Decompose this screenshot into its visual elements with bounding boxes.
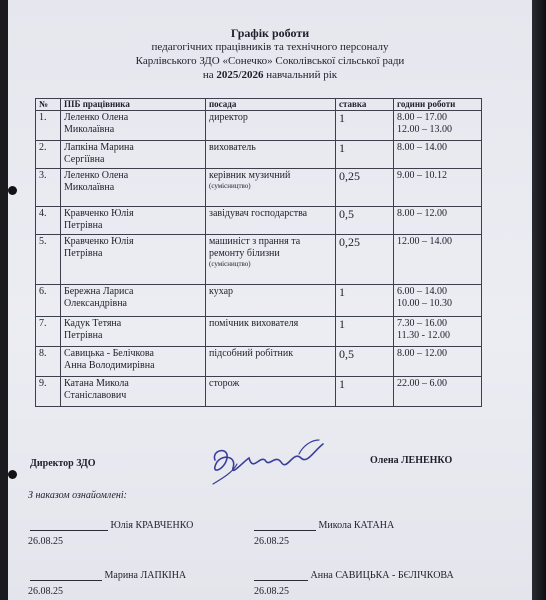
row-number: 6. (36, 285, 61, 317)
director-signature (203, 432, 333, 492)
position: машиніст з прання та ремонту білизни (сумісництво) (206, 235, 336, 285)
position: завідувач господарства (206, 207, 336, 235)
work-hours: 7.30 – 16.00 11.30 - 12.00 (394, 317, 482, 347)
work-hours: 8.00 – 17.00 12.00 – 13.00 (394, 111, 482, 141)
signoff-savytska (254, 570, 454, 581)
position-note: (сумісництво) (209, 182, 251, 190)
rate: 0,5 (336, 207, 394, 235)
work-hours: 9.00 – 10.12 (394, 169, 482, 207)
signoff-name: Марина ЛАПКІНА (104, 570, 187, 581)
signature-line (254, 530, 316, 531)
signature-line (30, 530, 108, 531)
subtitle-line-3: на 2025/2026 навчальний рік (202, 69, 338, 81)
work-hours: 12.00 – 14.00 (394, 235, 482, 285)
employee-name: Бережна Лариса Олександрівна (61, 285, 206, 317)
position-note: (сумісництво) (209, 260, 251, 268)
position: кухар (206, 285, 336, 317)
table-row (36, 285, 482, 317)
rate: 1 (336, 317, 394, 347)
row-number: 2. (36, 141, 61, 169)
position: помічник вихователя (206, 317, 336, 347)
rate: 0,5 (336, 347, 394, 377)
signoff-name: Микола КАТАНА (318, 520, 395, 531)
signoff-name: Анна САВИЦЬКА - БЄЛІЧКОВА (310, 570, 454, 581)
table-row (36, 317, 482, 347)
rate: 1 (336, 141, 394, 169)
rate: 0,25 (336, 235, 394, 285)
signature-line (254, 580, 308, 581)
rate: 1 (336, 377, 394, 407)
employee-name: Лапкіна Марина Сергіївна (61, 141, 206, 169)
employee-name: Катана Микола Станіславович (61, 377, 206, 407)
director-name: Олена ЛЕНЕНКО (370, 455, 453, 466)
work-hours: 6.00 – 14.00 10.00 – 10.30 (394, 285, 482, 317)
document-title: Графік роботи (230, 26, 310, 40)
row-number: 3. (36, 169, 61, 207)
table-row (36, 235, 482, 285)
work-hours: 22.00 – 6.00 (394, 377, 482, 407)
row-number: 1. (36, 111, 61, 141)
work-hours: 8.00 – 14.00 (394, 141, 482, 169)
col-header-rate: ставка (336, 99, 394, 111)
signature-line (30, 580, 102, 581)
signoff-date: 26.08.25 (254, 536, 289, 547)
col-header-name: ПІБ працівника (61, 99, 206, 111)
employee-name: Кравченко Юлія Петрівна (61, 207, 206, 235)
table-row (36, 169, 482, 207)
signoff-kravchenko (30, 520, 193, 531)
punch-hole (8, 186, 17, 195)
row-number: 5. (36, 235, 61, 285)
signoff-date: 26.08.25 (28, 536, 63, 547)
table-row (36, 377, 482, 407)
rate: 1 (336, 285, 394, 317)
position: підсобний робітник (206, 347, 336, 377)
subtitle-line-2: Карлівського ЗДО «Сонечко» Соколівської сільської ради (135, 55, 405, 67)
col-header-position: посада (206, 99, 336, 111)
academic-year: 2025/2026 (216, 69, 264, 81)
signoff-katana (254, 520, 394, 531)
position: керівник музичний (сумісництво) (206, 169, 336, 207)
signoff-date: 26.08.25 (28, 586, 63, 597)
work-hours: 8.00 – 12.00 (394, 207, 482, 235)
punch-hole (8, 470, 17, 479)
table-row (36, 207, 482, 235)
row-number: 4. (36, 207, 61, 235)
director-label: Директор ЗДО (30, 458, 96, 469)
rate: 1 (336, 111, 394, 141)
position: директор (206, 111, 336, 141)
position: сторож (206, 377, 336, 407)
employee-name: Кадук Тетяна Петрівна (61, 317, 206, 347)
employee-name: Савицька - Белічкова Анна Володимирівна (61, 347, 206, 377)
rate: 0,25 (336, 169, 394, 207)
signoff-name: Юлія КРАВЧЕНКО (110, 520, 194, 531)
table-row (36, 111, 482, 141)
acknowledged-label: З наказом ознайомлені: (28, 490, 127, 501)
position: вихователь (206, 141, 336, 169)
row-number: 8. (36, 347, 61, 377)
subtitle-line-1: педагогічних працівників та технічного персоналу (151, 41, 389, 53)
background-edge (532, 0, 546, 600)
employee-name: Кравченко Юлія Петрівна (61, 235, 206, 285)
row-number: 9. (36, 377, 61, 407)
row-number: 7. (36, 317, 61, 347)
employee-name: Леленко Олена Миколаївна (61, 169, 206, 207)
table-row (36, 347, 482, 377)
work-hours: 8.00 – 12.00 (394, 347, 482, 377)
employee-name: Леленко Олена Миколаївна (61, 111, 206, 141)
table-row (36, 141, 482, 169)
table-header-row (36, 99, 482, 111)
signoff-lapkina (30, 570, 186, 581)
signoff-date: 26.08.25 (254, 586, 289, 597)
col-header-number: № (36, 99, 61, 111)
work-schedule-table (35, 98, 482, 407)
col-header-hours: години роботи (394, 99, 482, 111)
document-page (8, 0, 532, 600)
